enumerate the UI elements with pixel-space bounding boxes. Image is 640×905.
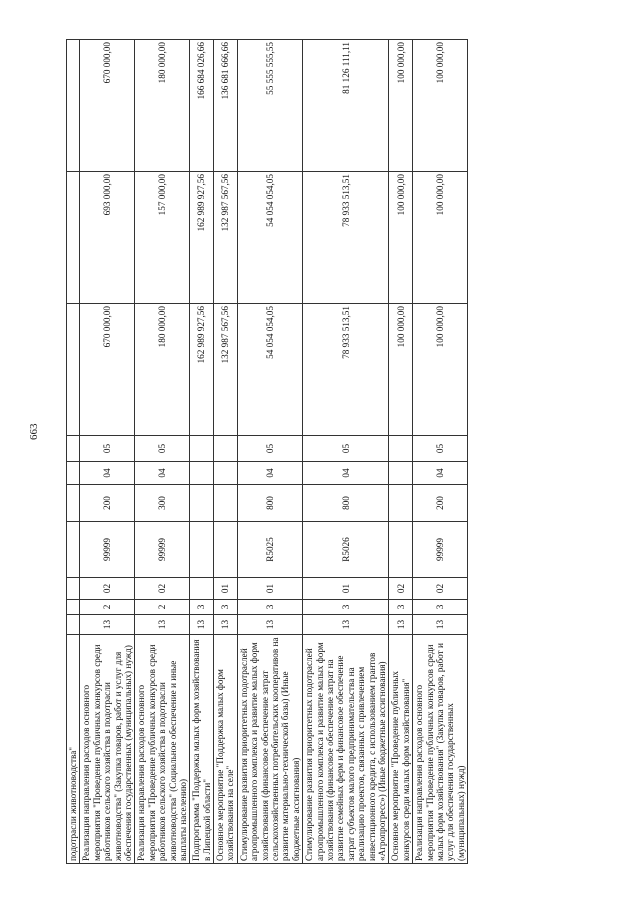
amount-year-3: 81 126 111,11 — [303, 40, 389, 172]
amount-year-2: 78 933 513,51 — [303, 172, 389, 304]
row-name: Реализация направления расходов основного мероприятия "Проведение публичных конкурсов среди малых форм хозяйствования" (Закупка товаров, работ и услуг для обеспечения государственных (муниципальных) нужд) — [413, 635, 468, 864]
direction-code: R5025 — [237, 522, 302, 578]
program-code: 13 — [389, 615, 413, 635]
subsection-code: 05 — [413, 436, 468, 462]
section-code — [67, 462, 80, 485]
row-name: Подпрограмма "Поддержка малых форм хозяйствования в Липецкой области" — [190, 635, 214, 864]
row-name: подотрасли животноводства" — [67, 635, 80, 864]
program-code: 13 — [413, 615, 468, 635]
measure-code — [190, 578, 214, 600]
amount-year-3: 180 000,00 — [135, 40, 190, 172]
amount-year-1: 670 000,00 — [80, 304, 135, 436]
table-row — [135, 40, 190, 864]
amount-year-1: 132 987 567,56 — [214, 304, 238, 436]
amount-year-2: 132 987 567,56 — [214, 172, 238, 304]
section-code — [214, 462, 238, 485]
expense-type-code: 800 — [237, 485, 302, 522]
table-row — [303, 40, 389, 864]
expense-type-code: 200 — [80, 485, 135, 522]
direction-code — [214, 522, 238, 578]
direction-code — [389, 522, 413, 578]
amount-year-1: 54 054 054,05 — [237, 304, 302, 436]
subsection-code — [67, 436, 80, 462]
expense-type-code — [67, 485, 80, 522]
row-name: Стимулирование развития приоритетных подотраслей агропромышленного комплекса и развитие малых форм хозяйствования (финансовое обеспечение затрат на развитие семейных ферм и финансовое обеспечение затрат субъектов малого предпринимательства на реализацию проектов, связанных с привлечением инвестиционного кредита, с использованием грантов «Агропрогресс») (Иные бюджетные ассигнования) — [303, 635, 389, 864]
measure-code: 01 — [303, 578, 389, 600]
program-code: 13 — [303, 615, 389, 635]
subsection-code — [389, 436, 413, 462]
program-code — [67, 615, 80, 635]
amount-year-3 — [67, 40, 80, 172]
amount-year-1: 180 000,00 — [135, 304, 190, 436]
subprogram-code: 3 — [237, 600, 302, 615]
amount-year-3: 670 000,00 — [80, 40, 135, 172]
amount-year-1: 78 933 513,51 — [303, 304, 389, 436]
subsection-code: 05 — [135, 436, 190, 462]
program-code: 13 — [190, 615, 214, 635]
direction-code — [67, 522, 80, 578]
direction-code — [190, 522, 214, 578]
subprogram-code: 3 — [214, 600, 238, 615]
table-row — [190, 40, 214, 864]
table-row — [413, 40, 468, 864]
section-code: 04 — [135, 462, 190, 485]
amount-year-1 — [67, 304, 80, 436]
subsection-code — [190, 436, 214, 462]
row-name: Реализация направления расходов основного мероприятия "Проведение публичных конкурсов среди работников сельского хозяйства в подотрасли животноводства" (Закупка товаров, работ и услуг для обеспечения государственных (муниципальных) нужд) — [80, 635, 135, 864]
amount-year-2: 162 989 927,56 — [190, 172, 214, 304]
measure-code: 02 — [80, 578, 135, 600]
row-name: Основное мероприятие "Поддержка малых форм хозяйствования на селе" — [214, 635, 238, 864]
measure-code — [67, 578, 80, 600]
amount-year-3: 136 681 666,66 — [214, 40, 238, 172]
measure-code: 01 — [237, 578, 302, 600]
direction-code: 99999 — [413, 522, 468, 578]
subsection-code: 05 — [303, 436, 389, 462]
subsection-code — [214, 436, 238, 462]
section-code: 04 — [413, 462, 468, 485]
subprogram-code: 3 — [303, 600, 389, 615]
direction-code: R5026 — [303, 522, 389, 578]
subprogram-code — [67, 600, 80, 615]
section-code — [389, 462, 413, 485]
expense-type-code — [389, 485, 413, 522]
measure-code: 01 — [214, 578, 238, 600]
budget-table — [66, 39, 468, 864]
table-row — [67, 40, 80, 864]
amount-year-3: 55 555 555,55 — [237, 40, 302, 172]
table-row — [389, 40, 413, 864]
expense-type-code: 300 — [135, 485, 190, 522]
expense-type-code: 200 — [413, 485, 468, 522]
row-name: Стимулирование развития приоритетных подотраслей агропромышленного комплекса и развитие малых форм хозяйствования (финансовое обеспечение затрат сельскохозяйственных потребительских кооперативов на развитие материально-технической базы) (Иные бюджетные ассигнования) — [237, 635, 302, 864]
amount-year-2: 100 000,00 — [389, 172, 413, 304]
amount-year-3: 100 000,00 — [413, 40, 468, 172]
direction-code: 99999 — [80, 522, 135, 578]
expense-type-code — [190, 485, 214, 522]
amount-year-1: 100 000,00 — [389, 304, 413, 436]
section-code: 04 — [237, 462, 302, 485]
subprogram-code: 3 — [389, 600, 413, 615]
subprogram-code: 2 — [135, 600, 190, 615]
direction-code: 99999 — [135, 522, 190, 578]
section-code — [190, 462, 214, 485]
table-row — [237, 40, 302, 864]
amount-year-3: 100 000,00 — [389, 40, 413, 172]
program-code: 13 — [135, 615, 190, 635]
table-row — [214, 40, 238, 864]
amount-year-2: 54 054 054,05 — [237, 172, 302, 304]
expense-type-code — [214, 485, 238, 522]
amount-year-3: 166 684 026,66 — [190, 40, 214, 172]
subsection-code: 05 — [237, 436, 302, 462]
amount-year-1: 162 989 927,56 — [190, 304, 214, 436]
section-code: 04 — [303, 462, 389, 485]
program-code: 13 — [214, 615, 238, 635]
row-name: Основное мероприятие "Проведение публичных конкурсов среди малых форм хозяйствования" — [389, 635, 413, 864]
amount-year-1: 100 000,00 — [413, 304, 468, 436]
program-code: 13 — [80, 615, 135, 635]
measure-code: 02 — [413, 578, 468, 600]
section-code: 04 — [80, 462, 135, 485]
amount-year-2: 693 000,00 — [80, 172, 135, 304]
measure-code: 02 — [135, 578, 190, 600]
subprogram-code: 2 — [80, 600, 135, 615]
subprogram-code: 3 — [190, 600, 214, 615]
program-code: 13 — [237, 615, 302, 635]
table-row — [80, 40, 135, 864]
amount-year-2: 157 000,00 — [135, 172, 190, 304]
page-number: 663 — [28, 423, 40, 440]
subsection-code: 05 — [80, 436, 135, 462]
amount-year-2 — [67, 172, 80, 304]
expense-type-code: 800 — [303, 485, 389, 522]
rotated-table-container — [66, 40, 586, 864]
amount-year-2: 100 000,00 — [413, 172, 468, 304]
measure-code: 02 — [389, 578, 413, 600]
row-name: Реализация направления расходов основного мероприятия "Проведение публичных конкурсов среди работников сельского хозяйства в подотрасли животноводства" (Социальное обеспечение и иные выплаты населению) — [135, 635, 190, 864]
subprogram-code: 3 — [413, 600, 468, 615]
